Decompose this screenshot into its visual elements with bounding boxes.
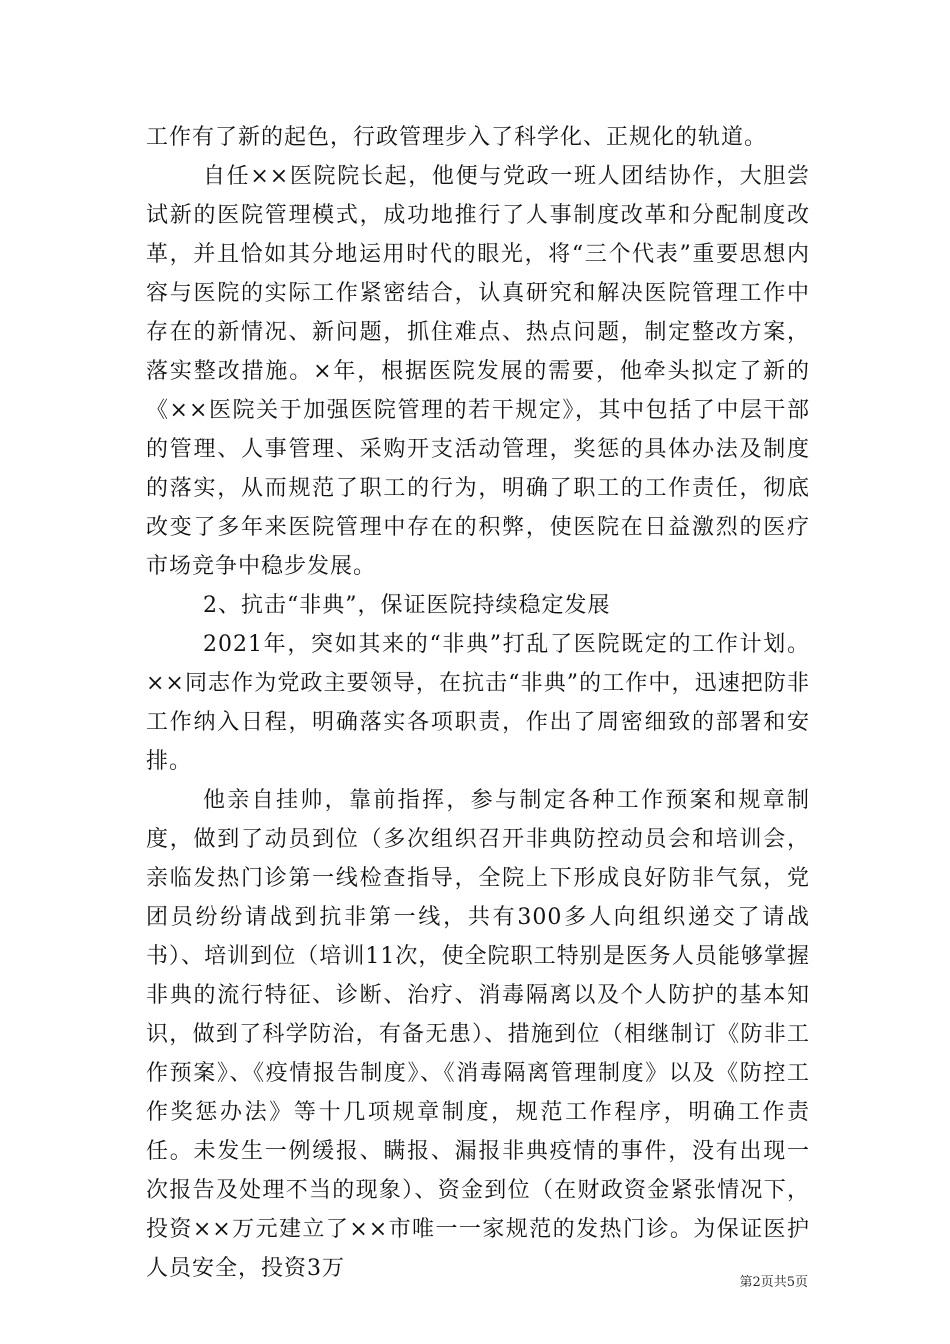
- paragraph-1: 工作有了新的起色，行政管理步入了科学化、正规化的轨道。: [146, 125, 768, 150]
- paragraph-2: 自任××医院院长起，他便与党政一班人团结协作，大胆尝试新的医院管理模式，成功地推行了人事制度改革和分配制度改革，并且恰如其分地运用时代的眼光，将“三个代表”重要思想内容与医院的实际工作紧密结合，认真研究和解决医院管理工作中存在的新情况、新问题，抓住难点、热点问题，制定整改方案，落实整改措施。×年，根据医院发展的需要，他牵头拟定了新的《××医院关于加强医院管理的若干规定》，其中包括了中层干部的管理、人事管理、采购开支活动管理，奖惩的具体办法及制度的落实，从而规范了职工的行为，明确了职工的工作责任，彻底改变了多年来医院管理中存在的积弊，使医院在日益激烈的医疗市场竞争中稳步发展。: [146, 164, 810, 579]
- paragraph-4: 他亲自挂帅，靠前指挥，参与制定各种工作预案和规章制度，做到了动员到位（多次组织召开非典防控动员会和培训会，亲临发热门诊第一线检查指导，全院上下形成良好防非气氛，党团员纷纷请战到抗非第一线，共有300多人向组织递交了请战书）、培训到位（培训11次，使全院职工特别是医务人员能够掌握非典的流行特征、诊断、治疗、消毒隔离以及个人防护的基本知识，做到了科学防治，有备无患）、措施到位（相继制订《防非工作预案》、《疫情报告制度》、《消毒隔离管理制度》以及《防控工作奖惩办法》等十几项规章制度，规范工作程序，明确工作责任。未发生一例缓报、瞒报、漏报非典疫情的事件，没有出现一次报告及处理不当的现象）、资金到位（在财政资金紧张情况下，投资××万元建立了××市唯一一家规范的发热门诊。为保证医护人员安全，投资3万: [146, 788, 810, 1281]
- document-body: [146, 118, 810, 1288]
- paragraph-3: 2021年，突如其来的“非典”打乱了医院既定的工作计划。××同志作为党政主要领导，在抗击“非典”的工作中，迅速把防非工作纳入日程，明确落实各项职责，作出了周密细致的部署和安排。: [146, 632, 810, 774]
- section-heading: 2、抗击“非典”，保证医院持续稳定发展: [203, 593, 611, 618]
- page-number-footer: 第2页共5页: [739, 1275, 808, 1290]
